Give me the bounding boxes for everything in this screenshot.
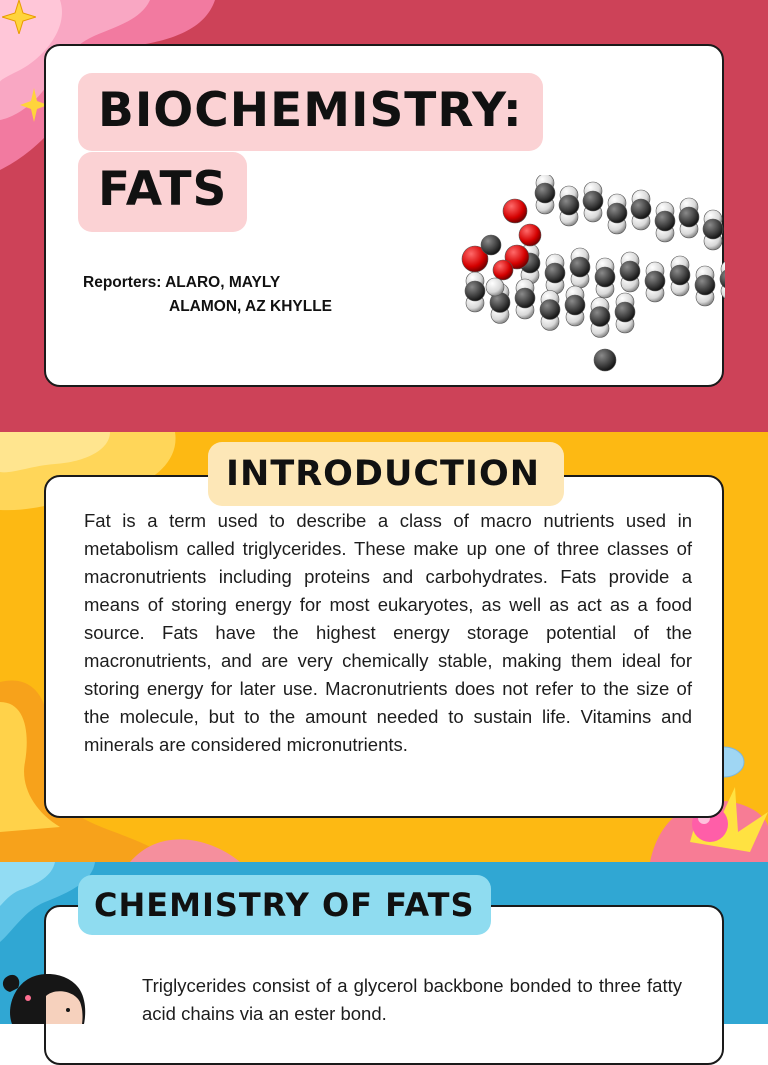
atom: [540, 300, 560, 320]
introduction-heading: [208, 442, 564, 506]
atom: [515, 288, 535, 308]
atom: [695, 275, 715, 295]
reporters-line-2: ALAMON, AZ KHYLLE: [169, 298, 333, 315]
chemistry-heading: [78, 875, 491, 935]
atom: [595, 267, 615, 287]
introduction-paragraph: Fat is a term used to describe a class of macro nutrients used in metabolism called triglycerides. These make up one of three classes of macronutrients including proteins and carbohydrates. Fats provide a means of storing energy for most eukaryotes, as well as act as a food source. Fats have the highest energy storage potential of the macronutrients, and are very chemically stable, making them ideal for storing energy for later use. Macronutrients does not refer to the size of the molecule, but to the amount needed to sustain life. Vitamins and minerals are considered micronutrients.: [84, 510, 692, 755]
atom: [607, 203, 627, 223]
atom: [570, 257, 590, 277]
atom: [481, 235, 501, 255]
atom: [583, 191, 603, 211]
atom: [503, 199, 527, 223]
atom: [545, 263, 565, 283]
chemistry-paragraph: Triglycerides consist of a glycerol backbone bonded to three fatty acid chains via an ester bond.: [142, 975, 682, 1024]
reporters-line-1: Reporters: ALARO, MAYLY: [83, 274, 281, 291]
atom: [590, 307, 610, 327]
sparkle-icon: [2, 0, 36, 34]
atom: [631, 199, 651, 219]
heading-text: CHEMISTRY OF FATS: [94, 886, 475, 924]
atom: [519, 224, 541, 246]
atom: [493, 260, 513, 280]
atom: [645, 271, 665, 291]
heading-text: INTRODUCTION: [226, 454, 540, 494]
page-title-line-1: [78, 73, 543, 151]
triglyceride-molecule-illustration: [455, 175, 725, 385]
atom: [670, 265, 690, 285]
atom: [679, 207, 699, 227]
girl-illustration: [0, 968, 90, 1024]
atom: [565, 295, 585, 315]
page-title-line-2: [78, 152, 247, 232]
atom: [465, 281, 485, 301]
atom: [720, 269, 725, 289]
atom: [620, 261, 640, 281]
title-text: FATS: [98, 162, 228, 217]
atom: [535, 183, 555, 203]
atom: [486, 278, 504, 296]
atom: [703, 219, 723, 239]
atom: [615, 302, 635, 322]
atom: [594, 349, 616, 371]
reporters: [83, 271, 332, 319]
atom: [655, 211, 675, 231]
atom: [559, 195, 579, 215]
title-text: BIOCHEMISTRY:: [98, 83, 523, 138]
